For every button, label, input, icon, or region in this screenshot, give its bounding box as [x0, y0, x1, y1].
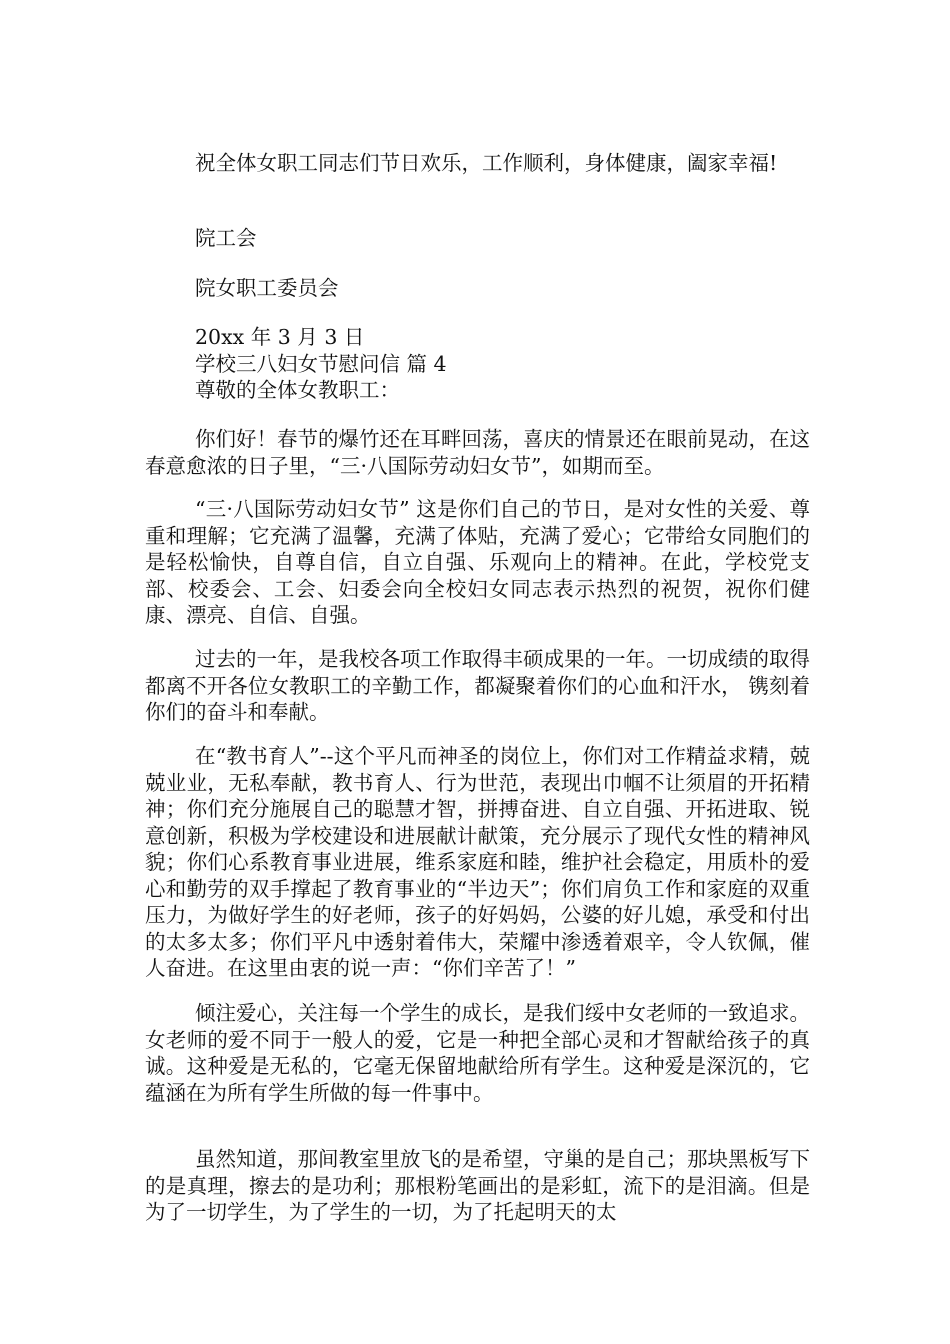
paragraph-greeting: 你们好！春节的爆竹还在耳畔回荡，喜庆的情景还在眼前晃动，在这春意愈浓的日子里，“三·八国际劳动妇女节”，如期而至。	[145, 427, 810, 478]
closing-wish: 祝全体女职工同志们节日欢乐，工作顺利，身体健康，阖家幸福!	[195, 151, 778, 175]
signature-women-committee: 院女职工委员会	[195, 276, 339, 300]
paragraph-past-year: 过去的一年，是我校各项工作取得丰硕成果的一年。一切成绩的取得都离不开各位女教职工的辛勤工作，都凝聚着你们的心血和汗水， 镌刻着你们的奋斗和奉献。	[145, 647, 810, 724]
paragraph-festival: “三·八国际劳动妇女节” 这是你们自己的节日，是对女性的关爱、尊重和理解；它充满了温馨，充满了体贴，充满了爱心；它带给女同胞们的是轻松愉快，自尊自信，自立自强、乐观向上的精神。在此，学校党支部、校委会、工会、妇委会向全校妇女同志表示热烈的祝贺，祝你们健康、漂亮、自信、自强。	[145, 497, 810, 627]
paragraph-teaching: 在“教书育人”--这个平凡而神圣的岗位上，你们对工作精益求精，兢兢业业，无私奉献，教书育人、行为世范，表现出巾帼不让须眉的开拓精神；你们充分施展自己的聪慧才智，拼搏奋进、自立自强、开拓进取、锐意创新，积极为学校建设和进展献计献策，充分展示了现代女性的精神风貌；你们心系教育事业进展，维系家庭和睦，维护社会稳定，用质朴的爱心和勤劳的双手撑起了教育事业的“半边天”；你们肩负工作和家庭的双重压力，为做好学生的好老师，孩子的好妈妈，公婆的好儿媳，承受和付出的太多太多；你们平凡中透射着伟大，荣耀中渗透着艰辛，令人钦佩，催人奋进。在这里由衷的说一声：“你们辛苦了！”	[145, 744, 810, 980]
salutation: 尊敬的全体女教职工：	[195, 378, 400, 402]
signature-union: 院工会	[195, 226, 257, 250]
letter-date: 20xx 年 3 月 3 日	[195, 325, 365, 349]
paragraph-love: 倾注爱心，关注每一个学生的成长，是我们绥中女老师的一致追求。女老师的爱不同于一般人的爱，它是一种把全部心灵和才智献给孩子的真诚。这种爱是无私的，它毫无保留地献给所有学生。这种爱是深沉的，它蕴涵在为所有学生所做的每一件事中。	[145, 1001, 810, 1105]
section-title: 学校三八妇女节慰问信 篇 4	[195, 352, 447, 376]
paragraph-sacrifice: 虽然知道，那间教室里放飞的是希望，守巢的是自己；那块黑板写下的是真理，擦去的是功利；那根粉笔画出的是彩虹，流下的是泪滴。但是为了一切学生，为了学生的一切，为了托起明天的太	[145, 1147, 810, 1224]
